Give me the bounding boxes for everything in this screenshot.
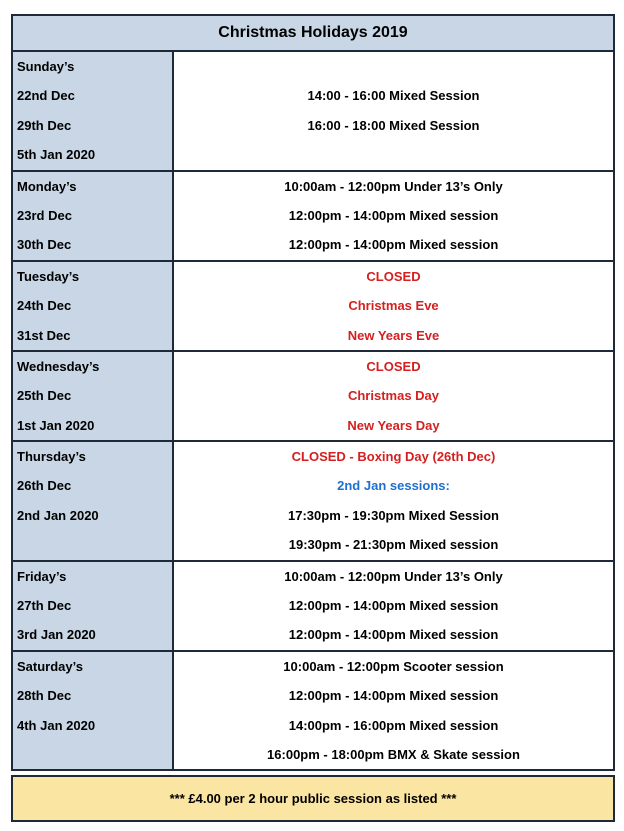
day-group xyxy=(13,652,613,770)
day-column xyxy=(13,562,174,650)
day-column xyxy=(13,172,174,260)
day-date: 23rd Dec xyxy=(17,207,72,223)
day-date: 22nd Dec xyxy=(17,88,75,104)
session-text: 16:00pm - 18:00pm BMX & Skate session xyxy=(267,746,520,762)
day-date: 3rd Jan 2020 xyxy=(17,627,96,643)
session-text: CLOSED - Boxing Day (26th Dec) xyxy=(291,449,496,465)
day-name: Thursday’s xyxy=(17,449,86,465)
day-name: Wednesday’s xyxy=(17,358,100,374)
session-text: 10:00am - 12:00pm Under 13’s Only xyxy=(284,568,503,584)
day-name: Monday’s xyxy=(17,178,77,194)
day-column xyxy=(13,442,174,560)
session-column xyxy=(174,352,613,440)
session-text: CLOSED xyxy=(366,358,421,374)
day-name: Tuesday’s xyxy=(17,268,80,284)
day-date: 31st Dec xyxy=(17,327,71,343)
day-date xyxy=(17,740,172,769)
day-group xyxy=(13,262,613,352)
day-group xyxy=(13,52,613,172)
day-group xyxy=(13,352,613,442)
session-text: 19:30pm - 21:30pm Mixed session xyxy=(288,537,499,553)
day-column xyxy=(13,652,174,770)
day-column xyxy=(13,262,174,350)
session-column xyxy=(174,562,613,650)
day-date: 29th Dec xyxy=(17,117,72,133)
day-group xyxy=(13,562,613,652)
session-column xyxy=(174,652,613,770)
day-column xyxy=(13,52,174,170)
session-column xyxy=(174,262,613,350)
session-text: New Years Eve xyxy=(347,327,440,343)
session-text xyxy=(174,140,613,169)
session-text: 16:00 - 18:00 Mixed Session xyxy=(307,117,480,133)
session-text: 10:00am - 12:00pm Under 13’s Only xyxy=(284,178,503,194)
session-text: 2nd Jan sessions: xyxy=(337,478,450,494)
day-group xyxy=(13,172,613,262)
schedule-groups xyxy=(13,52,613,769)
day-date: 25th Dec xyxy=(17,388,72,404)
day-date: 2nd Jan 2020 xyxy=(17,507,99,523)
session-text: 12:00pm - 14:00pm Mixed session xyxy=(288,207,499,223)
day-date: 5th Jan 2020 xyxy=(17,147,96,163)
session-text: 10:00am - 12:00pm Scooter session xyxy=(283,658,504,674)
day-date: 26th Dec xyxy=(17,478,72,494)
day-date: 24th Dec xyxy=(17,298,72,314)
day-date xyxy=(17,530,172,559)
day-date: 28th Dec xyxy=(17,688,72,704)
day-date: 4th Jan 2020 xyxy=(17,717,96,733)
day-date: 1st Jan 2020 xyxy=(17,417,95,433)
session-text: 12:00pm - 14:00pm Mixed session xyxy=(288,598,499,614)
schedule-table xyxy=(11,14,615,771)
session-text: 12:00pm - 14:00pm Mixed session xyxy=(288,688,499,704)
session-text: Christmas Day xyxy=(347,388,440,404)
day-name: Sunday’s xyxy=(17,59,75,74)
day-column xyxy=(13,352,174,440)
session-text: 12:00pm - 14:00pm Mixed session xyxy=(288,237,499,253)
session-text: 14:00pm - 16:00pm Mixed session xyxy=(288,717,499,733)
session-text: New Years Day xyxy=(347,417,440,433)
day-name: Friday’s xyxy=(17,568,67,584)
day-name: Saturday’s xyxy=(17,658,83,674)
day-date: 27th Dec xyxy=(17,598,72,614)
session-text: Christmas Eve xyxy=(348,298,439,314)
day-group xyxy=(13,442,613,562)
session-column xyxy=(174,52,613,170)
session-text xyxy=(174,52,613,81)
session-text: 17:30pm - 19:30pm Mixed Session xyxy=(288,507,499,523)
session-text: CLOSED xyxy=(366,268,421,284)
session-column xyxy=(174,172,613,260)
session-text: 14:00 - 16:00 Mixed Session xyxy=(307,88,480,104)
price-note: *** £4.00 per 2 hour public session as listed *** xyxy=(11,775,615,822)
session-text: 12:00pm - 14:00pm Mixed session xyxy=(288,627,499,643)
session-column xyxy=(174,442,613,560)
schedule-title: Christmas Holidays 2019 xyxy=(13,16,613,52)
day-date: 30th Dec xyxy=(17,237,72,253)
